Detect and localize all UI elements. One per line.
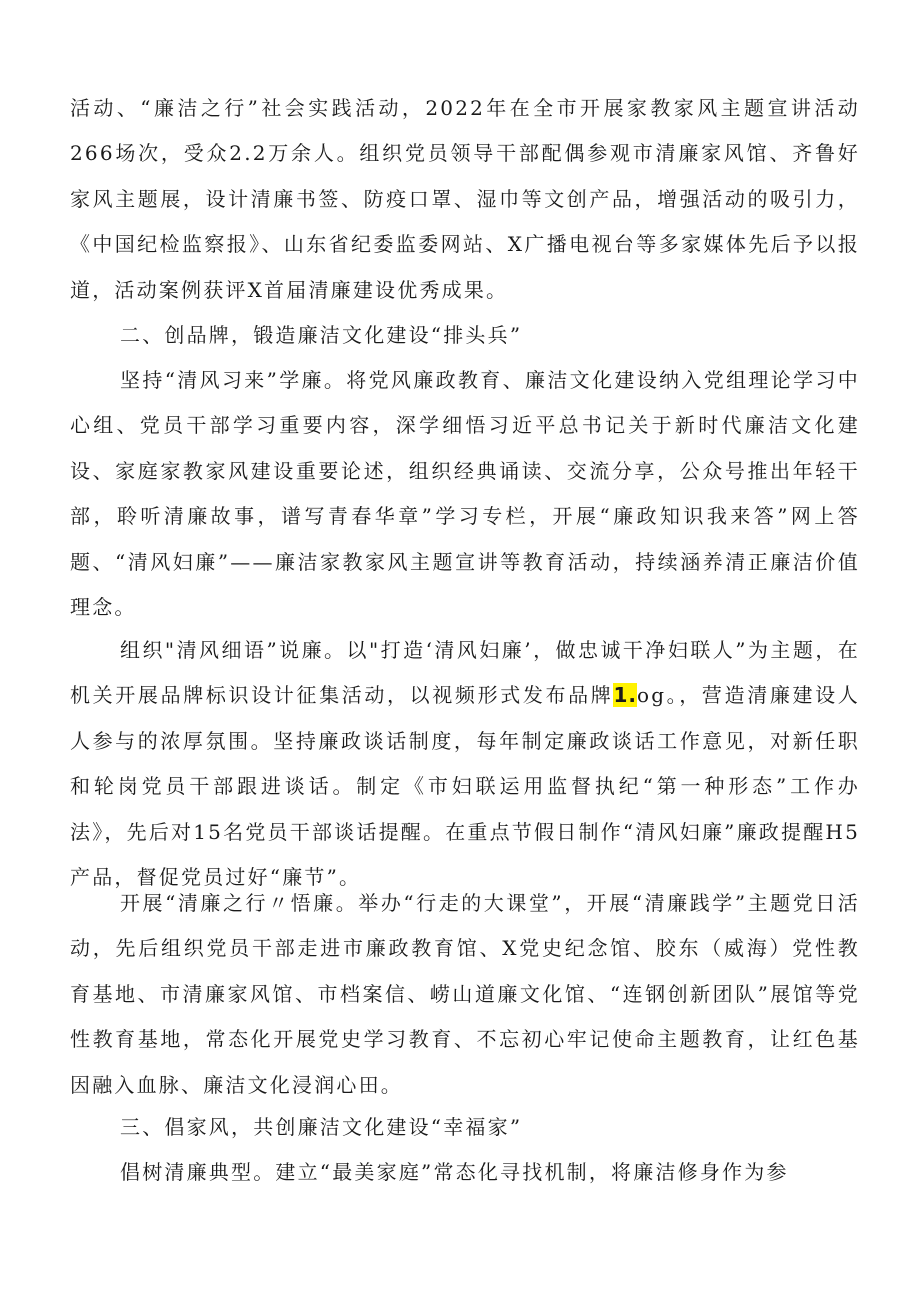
paragraph-4: 开展“清廉之行〃悟廉。举办“行走的大课堂”，开展“清廉践学”主题党日活动，先后组织党员干部走进市廉政教育馆、X党史纪念馆、胶东（威海）党性教育基地、市清廉家风馆、市档案信、崂山道廉文化馆、“连钢创新团队”展馆等党性教育基地，常态化开展党史学习教育、不忘初心牢记使命主题教育，让红色基因融入血脉、廉洁文化浸润心田。	[70, 891, 860, 1097]
paragraph-1: 活动、“廉洁之行”社会实践活动，2022年在全市开展家教家风主题宣讲活动266场次，受众2.2万余人。组织党员领导干部配偶参观市清廉家风馆、齐鲁好家风主题展，设计清廉书签、防疫口罩、湿巾等文创产品，增强活动的吸引力，《中国纪检监察报》、山东省纪委监委网站、X广播电视台等多家媒体先后予以报道，活动案例获评X首届清廉建设优秀成果。	[70, 96, 860, 302]
paragraph-3	[70, 628, 860, 900]
paragraph-3-text-a: 组织"清风细语”说廉。以"打造‘清风妇廉’，做忠诚干净妇联人”为主题，在机关开展品牌标识设计征集活动，以视频形式发布品牌	[70, 638, 860, 708]
paragraph-2: 坚持“清风习来”学廉。将党风廉政教育、廉洁文化建设纳入党组理论学习中心组、党员干部学习重要内容，深学细悟习近平总书记关于新时代廉洁文化建设、家庭家教家风建设重要论述，组织经典诵读、交流分享，公众号推出年轻干部，聆听清廉故事，谱写青春华章”学习专栏，开展“廉政知识我来答”网上答题、“清风妇廉”——廉洁家教家风主题宣讲等教育活动，持续涵养清正廉洁价值理念。	[70, 368, 860, 620]
paragraph-5: 倡树清廉典型。建立“最美家庭”常态化寻找机制，将廉洁修身作为参	[120, 1160, 789, 1184]
section-heading-3: 三、倡家风，共创廉洁文化建设“幸福家”	[120, 1115, 523, 1139]
highlighted-text: 1.	[613, 683, 637, 708]
section-heading-2: 二、创品牌，锻造廉洁文化建设“排头兵”	[120, 323, 523, 347]
paragraph-3-text-b: og。，营造清廉建设人人参与的浓厚氛围。坚持廉政谈话制度，每年制定廉政谈话工作意见，对新任职和轮岗党员干部跟进谈话。制定《市妇联运用监督执纪“第一种形态”工作办法》，先后对15名党员干部谈话提醒。在重点节假日制作“清风妇廉”廉政提醒H5产品，督促党员过好“廉节”。	[70, 683, 860, 890]
